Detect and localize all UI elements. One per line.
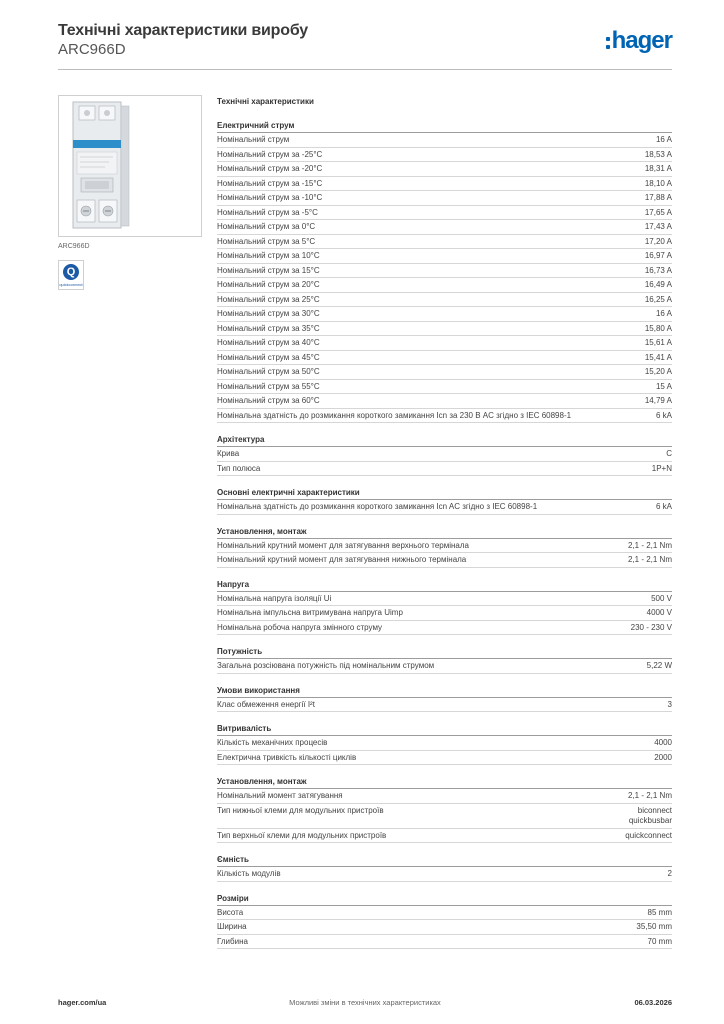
- spec-row: [217, 867, 672, 882]
- spec-row: [217, 409, 672, 424]
- spec-section: [217, 722, 672, 765]
- section-title: Установлення, монтаж: [217, 525, 672, 539]
- spec-value: 14,79 A: [644, 396, 672, 405]
- spec-row: [217, 804, 672, 829]
- spec-value: 2,1 - 2,1 Nm: [627, 791, 672, 800]
- spec-label: Номінальний струм за 5°C: [217, 236, 316, 246]
- quickconnect-badge: [58, 260, 84, 290]
- spec-section: [217, 433, 672, 476]
- spec-label: Номінальний струм за -20°C: [217, 164, 323, 173]
- section-title: Архітектура: [217, 433, 672, 447]
- section-title: Напруга: [217, 578, 672, 592]
- spec-row: [217, 606, 672, 621]
- footer-website[interactable]: hager.com/ua: [58, 998, 107, 1007]
- spec-value: 18,31 A: [644, 164, 672, 173]
- spec-row: [217, 264, 672, 279]
- spec-value: 16,97 A: [644, 251, 672, 260]
- spec-value: 2,1 - 2,1 Nm: [627, 540, 672, 550]
- section-title: Потужність: [217, 645, 672, 659]
- spec-label: Номінальний струм за 20°C: [217, 280, 320, 289]
- spec-label: Кількість механічних процесів: [217, 738, 328, 747]
- spec-label: Номінальний струм за 45°C: [217, 352, 320, 362]
- spec-value: 500 V: [651, 593, 672, 603]
- spec-value: 3: [667, 699, 672, 709]
- spec-row: [217, 447, 672, 462]
- spec-value: 1P+N: [651, 463, 672, 473]
- spec-row: [217, 621, 672, 636]
- spec-value: 16,25 A: [644, 294, 672, 304]
- spec-value: 4000: [654, 738, 672, 747]
- page-header: [58, 22, 672, 70]
- spec-label: Номінальний струм за 25°C: [217, 294, 320, 304]
- spec-section: [217, 578, 672, 636]
- spec-label: Номінальна імпульсна витримувана напруга Uimp: [217, 608, 403, 617]
- spec-value: C: [666, 449, 672, 458]
- spec-label: Ширина: [217, 922, 247, 931]
- spec-value: 17,65 A: [644, 207, 672, 217]
- spec-row: [217, 322, 672, 337]
- spec-label: Номінальний струм за -10°C: [217, 193, 323, 202]
- spec-label: Загальна розсіювана потужність під номінальним струмом: [217, 661, 435, 670]
- spec-label: Кількість модулів: [217, 869, 281, 878]
- spec-value: quickconnect: [625, 830, 672, 840]
- spec-label: Номінальний струм за -15°C: [217, 178, 323, 188]
- spec-label: Номінальна здатність до розмикання короткого замикання Icn за 230 В AC згідно з IEC 60898-1: [217, 410, 572, 420]
- spec-label: Електрична тривкість кількості циклів: [217, 752, 357, 762]
- spec-label: Клас обмеження енергії I²t: [217, 699, 315, 709]
- spec-row: [217, 906, 672, 921]
- spec-section: [217, 645, 672, 674]
- spec-label: Номінальний струм за 55°C: [217, 381, 320, 391]
- spec-value: 4000 V: [646, 608, 672, 617]
- spec-section: [217, 853, 672, 882]
- spec-value: 15,80 A: [644, 323, 672, 333]
- spec-value: 230 - 230 V: [630, 622, 672, 632]
- spec-value: 15 A: [655, 381, 672, 391]
- hager-logo: [606, 28, 672, 54]
- spec-label: Крива: [217, 449, 240, 458]
- logo-dots-icon: [606, 37, 610, 49]
- spec-value: 15,41 A: [644, 352, 672, 362]
- spec-row: [217, 789, 672, 804]
- spec-section: [217, 486, 672, 515]
- spec-value: 16,49 A: [644, 280, 672, 289]
- spec-label: Номінальний струм за 10°C: [217, 251, 320, 260]
- spec-row: [217, 553, 672, 568]
- spec-label: Номінальний струм: [217, 135, 290, 144]
- spec-value: 16 A: [655, 135, 672, 144]
- spec-value: biconnect quickbusbar: [628, 805, 672, 825]
- spec-label: Номінальний крутний момент для затягування нижнього термінала: [217, 555, 467, 564]
- product-caption: ARC966D: [58, 243, 90, 250]
- spec-value: 16,73 A: [644, 265, 672, 275]
- spec-row: [217, 148, 672, 163]
- product-code: ARC966D: [58, 41, 126, 58]
- spec-row: [217, 235, 672, 250]
- spec-row: [217, 592, 672, 607]
- spec-label: Номінальний крутний момент для затягування верхнього термінала: [217, 540, 469, 550]
- section-title: Витривалість: [217, 722, 672, 736]
- footer-date: 06.03.2026: [634, 998, 672, 1007]
- spec-label: Тип нижньої клеми для модульних пристроїв: [217, 805, 384, 815]
- spec-value: 5,22 W: [646, 661, 672, 670]
- spec-value: 16 A: [655, 309, 672, 318]
- spec-label: Номінальний струм за 30°C: [217, 309, 320, 318]
- spec-row: [217, 307, 672, 322]
- spec-row: [217, 133, 672, 148]
- spec-value: 2000: [654, 752, 672, 762]
- spec-row: [217, 935, 672, 950]
- spec-row: [217, 659, 672, 674]
- spec-row: [217, 500, 672, 515]
- spec-row: [217, 351, 672, 366]
- spec-label: Висота: [217, 907, 244, 917]
- product-panel: [58, 95, 202, 290]
- spec-row: [217, 191, 672, 206]
- section-title: Установлення, монтаж: [217, 775, 672, 789]
- spec-row: [217, 162, 672, 177]
- spec-value: 70 mm: [647, 936, 672, 946]
- circuit-breaker-illustration: [59, 96, 201, 236]
- spec-row: [217, 177, 672, 192]
- spec-value: 35,50 mm: [636, 922, 672, 931]
- spec-value: 2: [667, 869, 672, 878]
- spec-row: [217, 293, 672, 308]
- spec-row: [217, 206, 672, 221]
- spec-row: [217, 380, 672, 395]
- spec-value: 18,10 A: [644, 178, 672, 188]
- spec-row: [217, 462, 672, 477]
- spec-label: Номінальний момент затягування: [217, 791, 343, 800]
- spec-label: Тип верхньої клеми для модульних пристроїв: [217, 830, 387, 840]
- spec-label: Глибина: [217, 936, 248, 946]
- spec-value: 15,20 A: [644, 367, 672, 376]
- spec-label: Номінальний струм за -5°C: [217, 207, 318, 217]
- spec-value: 15,61 A: [644, 338, 672, 347]
- spec-row: [217, 751, 672, 766]
- spec-value: 17,43 A: [644, 222, 672, 231]
- document-title: Технічні характеристики виробу: [58, 22, 308, 39]
- spec-value: 2,1 - 2,1 Nm: [627, 555, 672, 564]
- spec-label: Номінальний струм за 60°C: [217, 396, 320, 405]
- spec-label: Номінальний струм за -25°C: [217, 149, 323, 159]
- spec-value: 85 mm: [647, 907, 672, 917]
- quickconnect-icon: Q: [63, 264, 79, 280]
- spec-row: [217, 394, 672, 409]
- spec-value: 17,20 A: [644, 236, 672, 246]
- page-footer: [58, 994, 672, 1010]
- section-title: Електричний струм: [217, 119, 672, 133]
- spec-section: [217, 525, 672, 568]
- spec-label: Номінальний струм за 40°C: [217, 338, 320, 347]
- spec-section: [217, 775, 672, 843]
- footer-notice: Можливі зміни в технічних характеристиках: [289, 998, 441, 1007]
- badge-text: quickconnect: [59, 282, 83, 287]
- spec-label: Номінальний струм за 35°C: [217, 323, 320, 333]
- spec-row: [217, 249, 672, 264]
- spec-row: [217, 278, 672, 293]
- spec-row: [217, 920, 672, 935]
- spec-label: Номінальний струм за 50°C: [217, 367, 320, 376]
- spec-value: 17,88 A: [644, 193, 672, 202]
- spec-row: [217, 829, 672, 844]
- specs-heading: Технічні характеристики: [217, 97, 314, 106]
- spec-row: [217, 736, 672, 751]
- spec-label: Номінальний струм за 0°C: [217, 222, 316, 231]
- spec-row: [217, 698, 672, 713]
- specifications: [217, 95, 672, 959]
- spec-value: 6 kA: [655, 410, 672, 420]
- spec-label: Номінальна здатність до розмикання короткого замикання Icn AC згідно з IEC 60898-1: [217, 502, 538, 511]
- section-title: Основні електричні характеристики: [217, 486, 672, 500]
- spec-sections: [217, 119, 672, 949]
- spec-section: [217, 684, 672, 713]
- spec-section: [217, 119, 672, 423]
- spec-value: 6 kA: [655, 502, 672, 511]
- spec-row: [217, 220, 672, 235]
- spec-row: [217, 336, 672, 351]
- section-title: Розміри: [217, 892, 672, 906]
- spec-label: Тип полюса: [217, 463, 261, 473]
- spec-label: Номінальна робоча напруга змінного струму: [217, 622, 383, 632]
- spec-label: Номінальна напруга ізоляції Ui: [217, 593, 332, 603]
- product-image: [58, 95, 202, 237]
- logo-text: hager: [611, 27, 672, 54]
- spec-label: Номінальний струм за 15°C: [217, 265, 320, 275]
- spec-row: [217, 539, 672, 554]
- section-title: Умови використання: [217, 684, 672, 698]
- spec-section: [217, 892, 672, 950]
- section-title: Ємність: [217, 853, 672, 867]
- spec-row: [217, 365, 672, 380]
- spec-value: 18,53 A: [644, 149, 672, 159]
